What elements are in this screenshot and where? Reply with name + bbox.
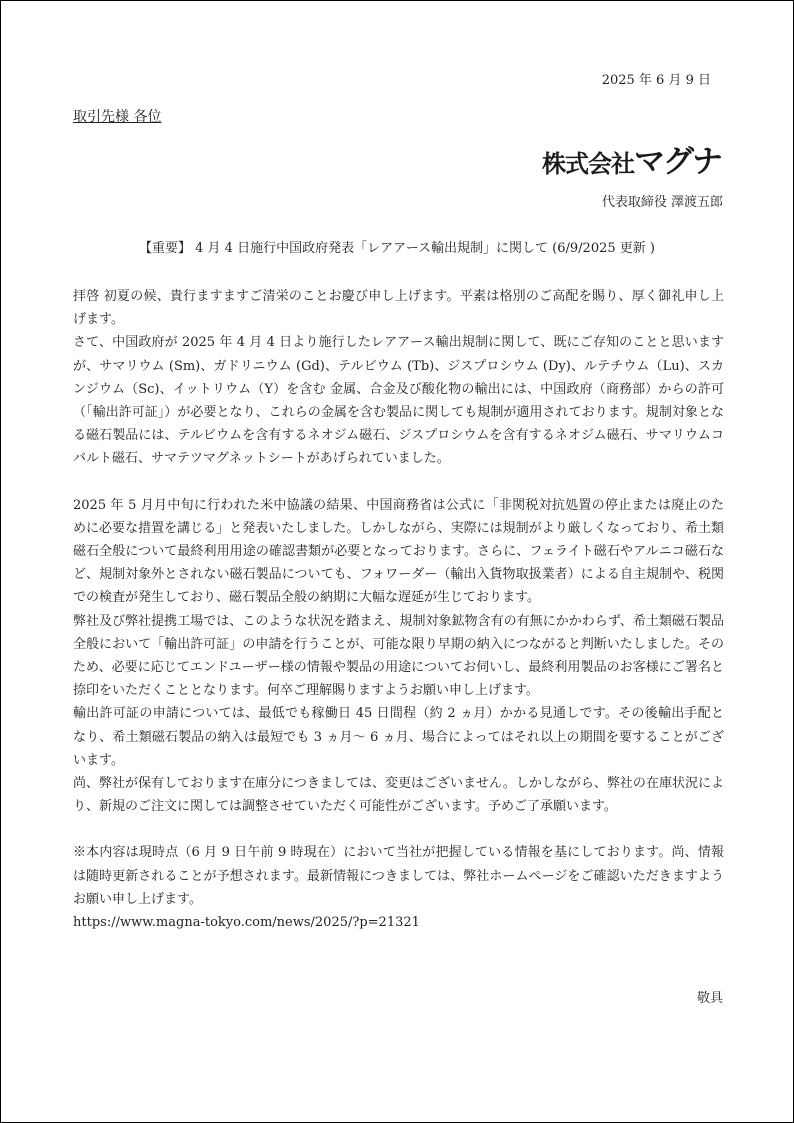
logo-text-magna: マグナ [634, 144, 721, 180]
paragraph-policy: 弊社及び弊社提携工場では、このような状況を踏まえ、規制対象鉱物含有の有無にかかわらず、希土類磁石製品全般において「輸出許可証」の申請を行うことが、可能な限り早期の納入につながると判断いたしました。そのため、必要に応じてエンドユーザー様の情報や製品の用途についてお伺いし、最終利用製品のお客様にご署名と捺印をいただくこととなります。何卒ご理解賜りますようお願い申し上げます。 [73, 613, 724, 699]
news-url-link[interactable]: https://www.magna-tokyo.com/news/2025/?p=21321 [73, 915, 420, 931]
paragraph-greeting: 拝啓 初夏の候、貴行ますますご清栄のことお慶び申し上げます。平素は格別のご高配を賜り、厚く御礼申し上げます。 [73, 289, 724, 328]
letter-date: 2025 年 6 月 9 日 [601, 73, 711, 88]
paragraph-regulation: さて、中国政府が 2025 年 4 月 4 日より施行したレアアース輸出規制に関して、既にご存知のことと思いますが、サマリウム (Sm)、ガドリニウム (Gd)、テルビウム (Tb)、ジスプロシウム (Dy)、ルテチウム（Lu)、スカンジウム（Sc)、イットリウム（Y）を含む 金属、合金及び酸化物の輸出には、中国政府（商務部）からの許可（「輸出許可証」）が必要となり、これらの金属を含む製品に関しても規制が適用されております。規制対象となる磁石製品には、テルビウムを含有するネオジム磁石、ジスプロシウムを含有するネオジム磁石、サマリウムコバルト磁石、サマテツマグネットシートがあげられていました。 [73, 335, 724, 467]
closing-word: 敬具 [696, 991, 723, 1006]
company-logo [542, 144, 721, 180]
letter-title: 【重要】 4 月 4 日施行中国政府発表「レアアース輸出規制」に関して (6/9/2025 更新 ) [139, 241, 655, 256]
logo-text-kabushikigaisha: 株式会社 [542, 150, 634, 178]
addressee: 取引先様 各位 [73, 109, 162, 125]
letter-body [73, 285, 724, 934]
paragraph-stock: 尚、弊社が保有しております在庫分につきましては、変更はございません。しかしながら、弊社の在庫状況により、新規のご注文に関しては調整させていただく可能性がございます。予めご了承願います。 [73, 776, 724, 815]
signer-name: 代表取締役 澤渡五郎 [601, 195, 723, 210]
paragraph-lead-time: 輸出許可証の申請については、最低でも稼働日 45 日間程（約 2 ヵ月）かかる見通しです。その後輸出手配となり、希土類磁石製品の納入は最短でも 3 ヵ月〜 6 ヵ月、場合によってはそれ以上の期間を要することがございます。 [73, 706, 724, 768]
paragraph-note: ※本内容は現時点（6 月 9 日午前 9 時現在）において当社が把握している情報を基にしております。尚、情報は随時更新されることが予想されます。最新情報につきましては、弊社ホームページをご確認いただきますようお願い申し上げます。 [73, 845, 724, 907]
paragraph-talks: 2025 年 5 月月中旬に行われた米中協議の結果、中国商務省は公式に「非関税対抗処置の停止または廃止のために必要な措置を講じる」と発表いたしました。しかしながら、実際には規制がより厳しくなっており、希土類磁石全般について最終利用用途の確認書類が必要となっております。さらに、フェライト磁石やアルニコ磁石など、規制対象外とされない磁石製品についても、フォワーダー（輸出入貨物取扱業者）による自主規制や、税関での検査が発生しており、磁石製品全般の納期に大幅な遅延が生じております。 [73, 497, 724, 606]
